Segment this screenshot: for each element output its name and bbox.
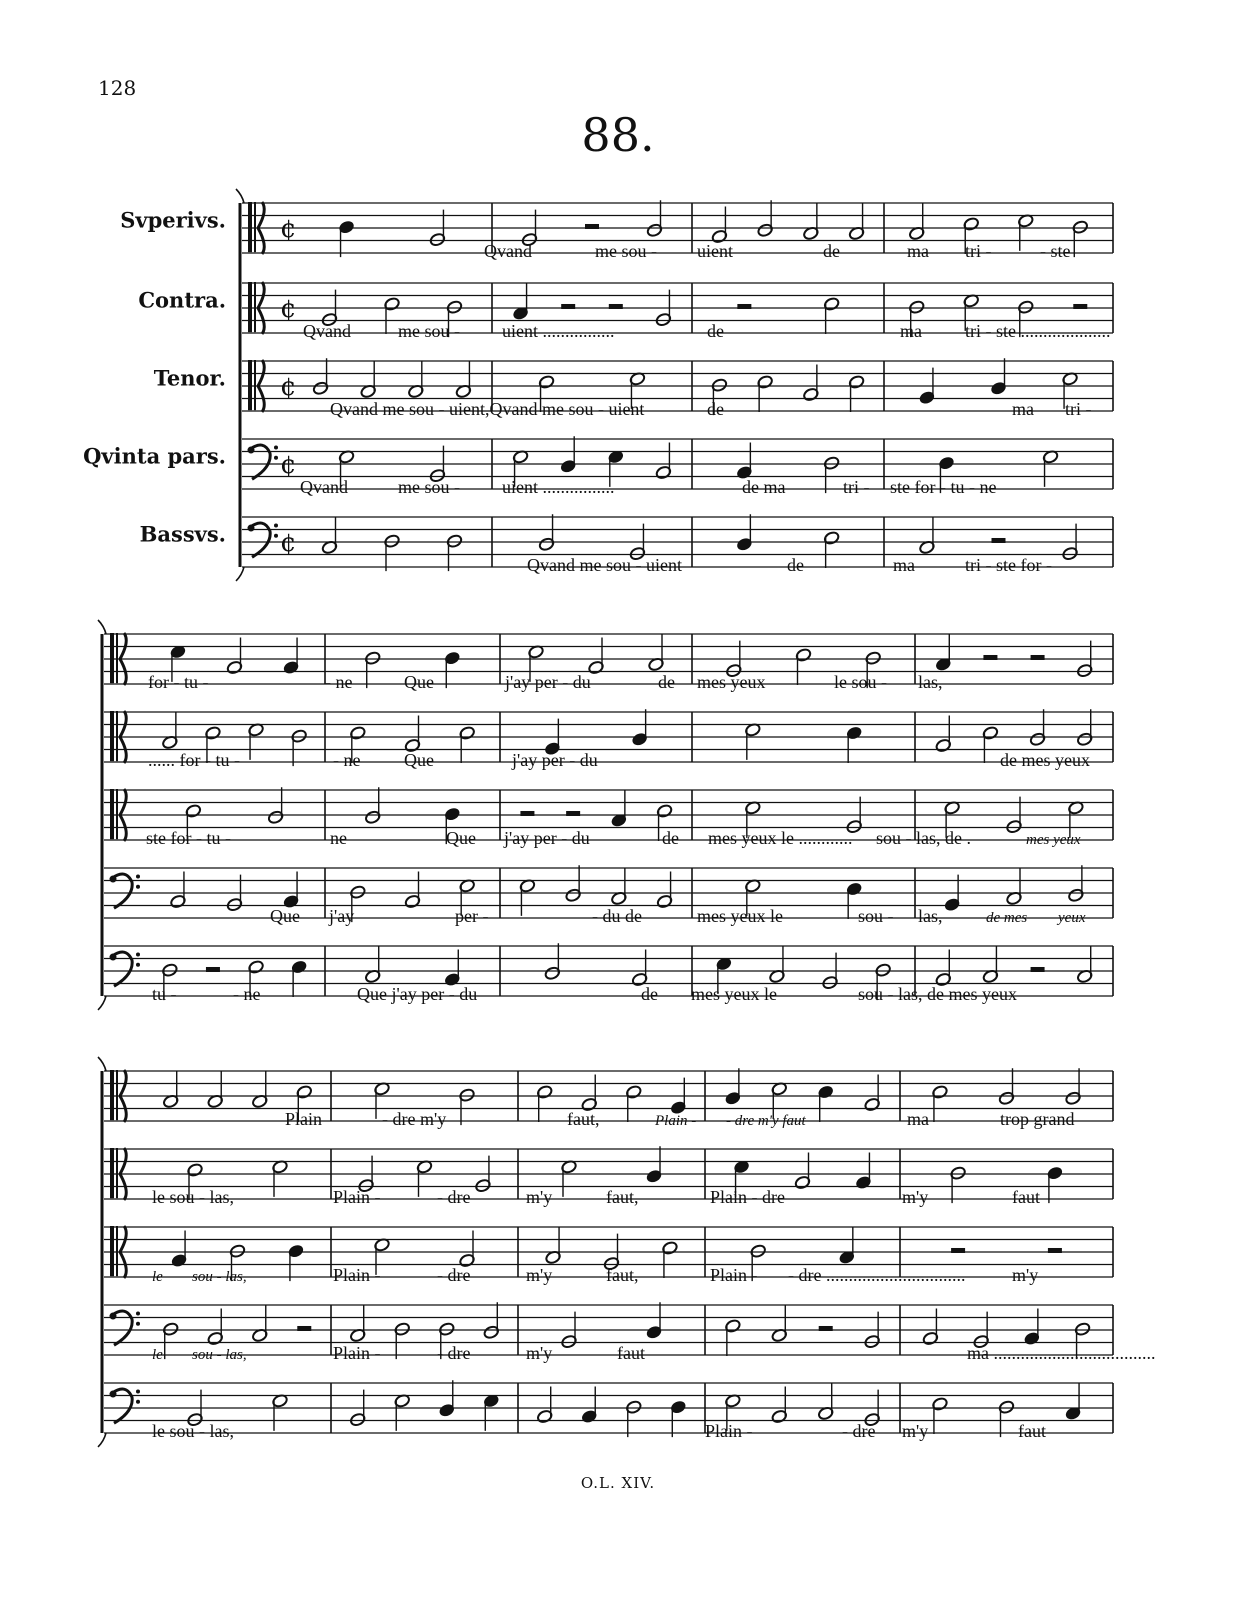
- lyric-syllable: le: [152, 1347, 163, 1363]
- c-clef-icon: [248, 360, 252, 410]
- lyric-syllable: de: [707, 321, 724, 341]
- lyric-syllable: de mes yeux: [1000, 750, 1090, 770]
- staff: [104, 711, 1113, 763]
- lyric-syllable: tri -: [965, 241, 992, 261]
- cut-time-icon: ¢: [280, 449, 297, 480]
- voice-name-5: Bassvs.: [139, 521, 226, 547]
- page-number: 128: [98, 76, 137, 100]
- lyric-syllable: ne: [330, 828, 347, 848]
- rest-icon: [297, 1326, 311, 1331]
- lyric-syllable: me sou -: [398, 321, 460, 341]
- lyric-syllable: m'y: [526, 1343, 553, 1363]
- lyric-syllable: - dre ...............................: [788, 1265, 966, 1285]
- lyric-syllable: faut,: [606, 1187, 639, 1207]
- lyric-syllable: - dre: [437, 1187, 471, 1207]
- lyric-syllable: de mes: [986, 910, 1028, 926]
- lyric-syllable: Plain -: [333, 1187, 381, 1207]
- rest-icon: [1048, 1248, 1062, 1253]
- lyric-syllable: ma ....................................: [967, 1343, 1156, 1363]
- system-brace: [98, 1057, 106, 1071]
- f-clef-icon: [248, 445, 279, 479]
- score-system-1: [83, 189, 1113, 581]
- staff: [104, 1383, 1113, 1433]
- lyric-syllable: Plain -: [655, 1113, 697, 1129]
- f-clef-icon: [248, 523, 279, 557]
- lyric-syllable: le sou -: [834, 672, 887, 692]
- system-brace: [236, 189, 244, 203]
- lyric-syllable: faut: [617, 1343, 645, 1363]
- system-brace: [98, 620, 106, 634]
- lyric-syllable: tri -: [1065, 399, 1092, 419]
- lyric-syllable: faut,: [606, 1265, 639, 1285]
- lyric-syllable: - du de: [592, 906, 642, 926]
- lyric-syllable: mes yeux le: [691, 984, 777, 1004]
- lyric-syllable: uient ................: [502, 477, 615, 497]
- lyric-syllable: me sou -: [398, 477, 460, 497]
- c-clef-icon: [110, 633, 114, 683]
- lyric-syllable: uient: [697, 241, 733, 261]
- lyric-syllable: for - tu -: [148, 672, 209, 692]
- rest-icon: [609, 304, 623, 309]
- lyric-syllable: faut: [1018, 1421, 1046, 1441]
- lyric-syllable: sou - las,: [192, 1269, 247, 1285]
- lyric-syllable: j'ay: [329, 906, 355, 926]
- lyric-syllable: Plain -: [705, 1421, 753, 1441]
- lyric-syllable: m'y: [526, 1265, 553, 1285]
- voice-name-3: Tenor.: [153, 365, 226, 391]
- lyric-syllable: le: [152, 1269, 163, 1285]
- lyric-syllable: de ma: [742, 477, 786, 497]
- rest-icon: [1031, 655, 1045, 660]
- lyric-syllable: mes yeux le ............: [708, 828, 853, 848]
- lyric-syllable: Que j'ay per - du: [357, 984, 478, 1004]
- c-clef-icon: [248, 282, 252, 332]
- lyric-syllable: Que: [270, 906, 300, 926]
- lyric-syllable: Plain -: [710, 1265, 758, 1285]
- lyric-syllable: Plain -: [333, 1343, 381, 1363]
- lyric-syllable: Qvand: [300, 477, 348, 497]
- lyric-syllable: sou - las, de .: [876, 828, 971, 848]
- f-clef-icon: [110, 1389, 141, 1423]
- lyric-syllable: j'ay per - du: [504, 828, 590, 848]
- lyric-syllable: j'ay per - du: [505, 672, 591, 692]
- lyric-syllable: tu -: [152, 984, 177, 1004]
- c-clef-icon: [110, 1148, 114, 1198]
- rest-icon: [206, 967, 220, 972]
- lyric-syllable: Plain - dre: [710, 1187, 785, 1207]
- cut-time-icon: ¢: [280, 527, 297, 558]
- lyric-syllable: de: [658, 672, 675, 692]
- score-system-2: [98, 620, 1113, 1010]
- lyric-syllable: ste for - tu - ne: [890, 477, 997, 497]
- lyric-syllable: las,: [918, 906, 943, 926]
- c-clef-icon: [110, 1070, 114, 1120]
- footer-signature: O.L. XIV.: [580, 1474, 656, 1492]
- lyric-syllable: - dre m'y faut: [726, 1113, 806, 1129]
- lyric-syllable: - ne: [325, 672, 353, 692]
- lyric-syllable: mes yeux: [1026, 832, 1081, 848]
- rest-icon: [520, 811, 534, 816]
- cut-time-icon: ¢: [280, 293, 297, 324]
- lyric-syllable: Plain -: [333, 1265, 381, 1285]
- f-clef-icon: [110, 874, 141, 908]
- lyric-syllable: le sou - las,: [152, 1421, 234, 1441]
- lyric-syllable: mes yeux le: [697, 906, 783, 926]
- lyric-syllable: ma: [1012, 399, 1034, 419]
- lyric-syllable: trop grand: [1000, 1109, 1075, 1129]
- lyric-syllable: mes yeux: [697, 672, 766, 692]
- lyric-syllable: de: [641, 984, 658, 1004]
- staff: [104, 633, 1113, 685]
- lyric-syllable: le sou - las,: [152, 1187, 234, 1207]
- lyric-syllable: - dre: [437, 1265, 471, 1285]
- rest-icon: [566, 811, 580, 816]
- lyric-syllable: Plain: [285, 1109, 323, 1129]
- lyric-syllable: per -: [455, 906, 489, 926]
- lyric-syllable: - dre: [437, 1343, 471, 1363]
- lyric-syllable: las,: [918, 672, 943, 692]
- lyric-syllable: de: [707, 399, 724, 419]
- lyric-syllable: - ne: [233, 984, 261, 1004]
- voice-name-4: Qvinta pars.: [83, 443, 226, 469]
- lyric-syllable: de: [662, 828, 679, 848]
- rest-icon: [983, 655, 997, 660]
- rest-icon: [951, 1248, 965, 1253]
- rest-icon: [737, 304, 751, 309]
- lyric-syllable: de: [787, 555, 804, 575]
- lyric-syllable: ma: [907, 241, 929, 261]
- lyric-syllable: j'ay per - du: [512, 750, 598, 770]
- c-clef-icon: [110, 1226, 114, 1276]
- rest-icon: [561, 304, 575, 309]
- lyric-syllable: m'y: [1012, 1265, 1039, 1285]
- rest-icon: [1073, 304, 1087, 309]
- lyric-syllable: m'y: [902, 1187, 929, 1207]
- c-clef-icon: [110, 789, 114, 839]
- rest-icon: [992, 538, 1006, 543]
- f-clef-icon: [110, 1311, 141, 1345]
- lyric-syllable: uient ................: [502, 321, 615, 341]
- c-clef-icon: [110, 711, 114, 761]
- lyric-syllable: Qvand: [484, 241, 532, 261]
- lyric-syllable: tri - ste ....................: [965, 321, 1111, 341]
- lyric-syllable: - ste: [1040, 241, 1071, 261]
- lyric-syllable: de: [823, 241, 840, 261]
- lyric-syllable: - dre m'y: [382, 1109, 447, 1129]
- lyric-syllable: Que: [404, 750, 434, 770]
- lyric-syllable: ste for - tu -: [146, 828, 231, 848]
- rest-icon: [819, 1326, 833, 1331]
- lyric-syllable: sou - las,: [192, 1347, 247, 1363]
- c-clef-icon: [248, 202, 252, 252]
- lyric-syllable: yeux: [1058, 910, 1086, 926]
- cut-time-icon: ¢: [280, 213, 297, 244]
- score-system-3: [98, 1057, 1156, 1447]
- lyric-syllable: m'y: [526, 1187, 553, 1207]
- lyric-syllable: ma: [900, 321, 922, 341]
- lyric-syllable: Que: [446, 828, 476, 848]
- rest-icon: [585, 224, 599, 229]
- voice-name-2: Contra.: [138, 287, 226, 313]
- piece-number-title: 88.: [581, 108, 655, 162]
- lyric-syllable: Qvand me sou - uient: [527, 555, 682, 575]
- cut-time-icon: ¢: [280, 371, 297, 402]
- staff: [104, 1070, 1113, 1122]
- lyric-syllable: Qvand me sou - uient,Qvand me sou - uient: [330, 399, 645, 419]
- rest-icon: [1031, 967, 1045, 972]
- lyric-syllable: - ne: [333, 750, 361, 770]
- lyric-syllable: tri -: [843, 477, 870, 497]
- f-clef-icon: [110, 952, 141, 986]
- lyric-syllable: Que: [404, 672, 434, 692]
- staff: [104, 1305, 1113, 1355]
- voice-name-1: Svperivs.: [120, 207, 226, 233]
- lyric-syllable: tri - ste for -: [965, 555, 1052, 575]
- lyric-syllable: faut,: [567, 1109, 600, 1129]
- lyric-syllable: ...... for - tu -: [148, 750, 240, 770]
- lyric-syllable: me sou -: [595, 241, 657, 261]
- lyric-syllable: sou -: [858, 906, 894, 926]
- lyric-syllable: - dre: [842, 1421, 876, 1441]
- lyric-syllable: ma: [907, 1109, 929, 1129]
- lyric-syllable: faut: [1012, 1187, 1040, 1207]
- lyric-syllable: ma: [893, 555, 915, 575]
- lyric-syllable: m'y: [902, 1421, 929, 1441]
- lyric-syllable: sou - las, de mes yeux: [858, 984, 1017, 1004]
- lyric-syllable: Qvand: [303, 321, 351, 341]
